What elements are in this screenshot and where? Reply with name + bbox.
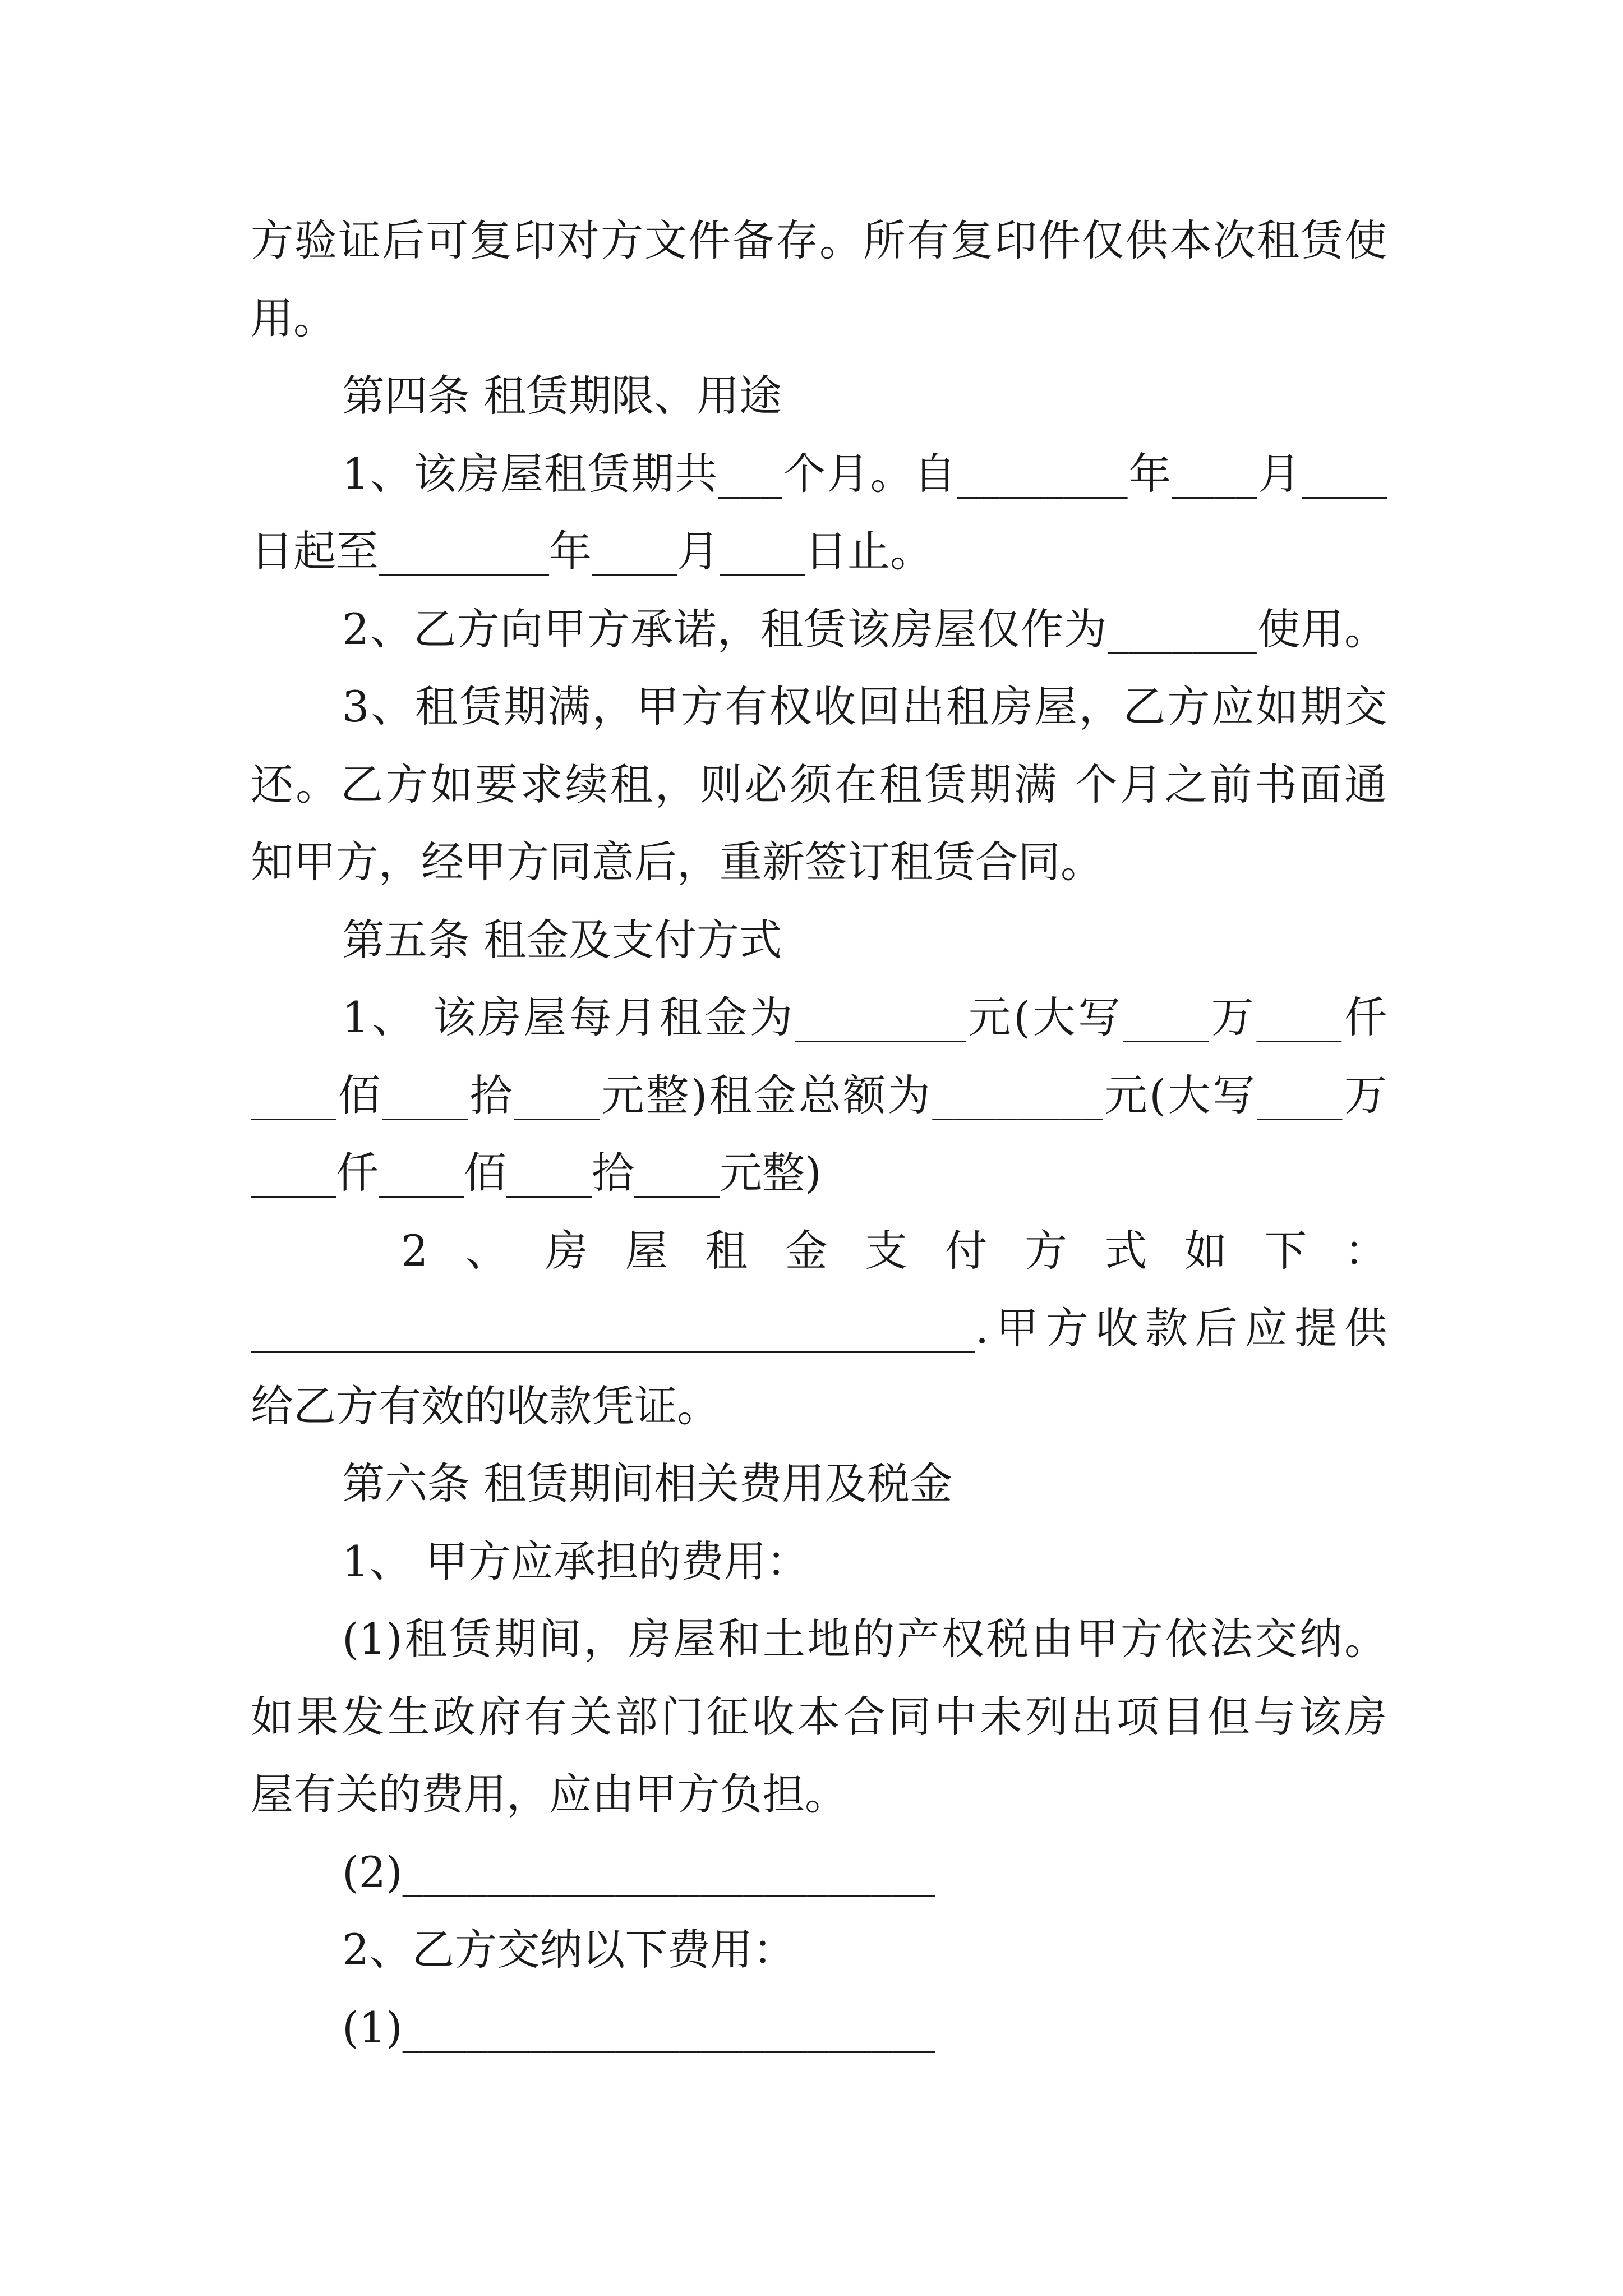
text-line: 还。乙方如要求续租，则必须在租赁期满 个月之前书面通 [251, 759, 1387, 809]
text-line: 方验证后可复印对方文件备存。所有复印件仅供本次租赁使 [251, 215, 1387, 265]
text-line: 1、 甲方应承担的费用： [342, 1536, 809, 1586]
text-line: 3、租赁期满，甲方有权收回出租房屋，乙方应如期交 [342, 682, 1387, 731]
text-line: (2)_________________________ [342, 1847, 935, 1897]
text-line: ____佰____拾____元整)租金总额为________元(大写____万 [251, 1070, 1387, 1120]
document-body [251, 202, 1387, 2067]
text-line: ____仟____佰____拾____元整) [251, 1148, 822, 1198]
text-line: 日起至________年____月____日止。 [251, 526, 933, 576]
text-line: 2、乙方交纳以下费用： [342, 1925, 796, 1975]
article-heading: 第五条 租金及支付方式 [342, 914, 782, 965]
text-line: 屋有关的费用，应由甲方负担。 [251, 1769, 847, 1819]
text-line: (1)_________________________ [342, 2002, 935, 2053]
article-heading: 第四条 租赁期限、用途 [342, 371, 782, 421]
text-line: 知甲方，经甲方同意后，重新签订租赁合同。 [251, 837, 1103, 887]
text-line: 如果发生政府有关部门征收本合同中未列出项目但与该房 [251, 1691, 1387, 1742]
text-line: 2、房屋租金支付方式如下： [401, 1225, 1387, 1276]
text-line: (1)租赁期间，房屋和土地的产权税由甲方依法交纳。 [342, 1614, 1387, 1664]
article-heading: 第六条 租赁期间相关费用及税金 [342, 1458, 953, 1508]
text-line: 给乙方有效的收款凭证。 [251, 1381, 720, 1431]
text-line: 1、该房屋租赁期共___个月。自________年____月____ [342, 448, 1387, 499]
text-line: 2、乙方向甲方承诺，租赁该房屋仅作为_______使用。 [342, 604, 1387, 654]
text-line: __________________________________.甲方收款后应提供 [251, 1303, 1387, 1353]
text-line: 1、 该房屋每月租金为________元(大写____万____仟 [342, 992, 1387, 1042]
text-line: 用。 [251, 293, 336, 343]
